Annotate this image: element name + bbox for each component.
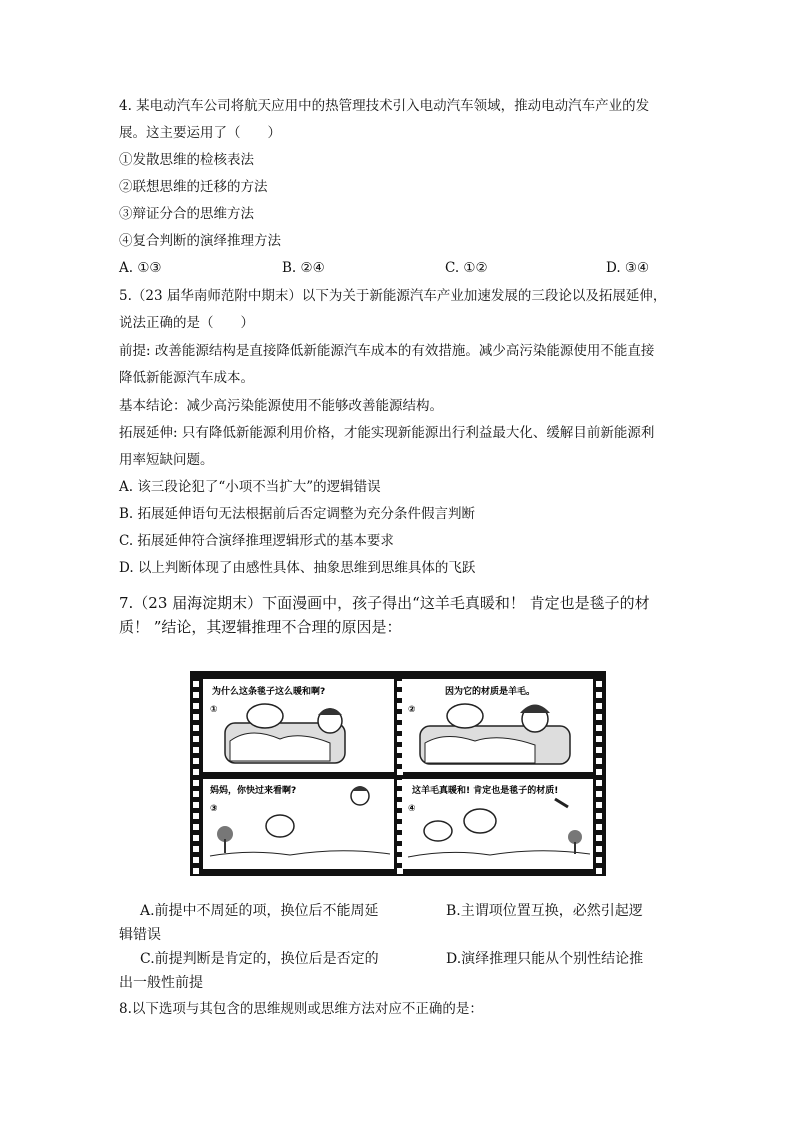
- sprocket-hole: [193, 714, 199, 720]
- sprocket-hole: [193, 681, 199, 687]
- panel-1-number: ①: [210, 705, 218, 715]
- q7-option-b-line1: B.主谓项位置互换，必然引起逻: [446, 903, 643, 919]
- q7-option-c: C.前提判断是肯定的，换位后是否定的: [140, 951, 379, 967]
- panel-4-number: ④: [408, 804, 416, 814]
- comic-film-strip: [190, 671, 606, 876]
- q7-option-d-line1: D.演绎推理只能从个别性结论推: [446, 951, 644, 967]
- sprocket-hole: [596, 736, 602, 742]
- comic-panel-1: [203, 679, 394, 772]
- sprocket-hole: [596, 802, 602, 808]
- sprocket-hole: [193, 857, 199, 863]
- q5-option-c: C. 拓展延伸符合演绎推理逻辑形式的基本要求: [119, 533, 394, 549]
- panel-4-caption: 这羊毛真暖和! 肯定也是毯子的材质!: [412, 786, 559, 796]
- q5-extension-line2: 用率短缺问题。: [119, 452, 214, 468]
- sprocket-hole: [193, 824, 199, 830]
- q5-conclusion: 基本结论：减少高污染能源使用不能够改善能源结构。: [119, 398, 443, 414]
- q4-option-b: B. ②④: [282, 260, 325, 276]
- sprocket-hole: [596, 747, 602, 753]
- q7-stem-line2: 质！ ”结论，其逻辑推理不合理的原因是：: [119, 618, 402, 636]
- sprocket-hole: [596, 824, 602, 830]
- sprocket-hole: [193, 692, 199, 698]
- q5-stem-line1: 5.（23 届华南师范附中期末）以下为关于新能源汽车产业加速发展的三段论以及拓展延伸，: [119, 288, 667, 304]
- q5-premise-line1: 前提: 改善能源结构是直接降低新能源汽车成本的有效措施。减少高污染能源使用不能直接: [119, 343, 655, 359]
- q4-item-1: ①发散思维的检核表法: [119, 152, 254, 168]
- sprocket-hole: [193, 846, 199, 852]
- q4-option-c: C. ①②: [445, 260, 488, 276]
- sprocket-hole: [596, 769, 602, 775]
- sprocket-hole: [596, 791, 602, 797]
- sprocket-hole: [193, 868, 199, 874]
- sprocket-hole: [193, 802, 199, 808]
- comic-panel-4: [402, 779, 593, 869]
- sprocket-hole: [596, 868, 602, 874]
- sprocket-hole: [596, 846, 602, 852]
- q4-option-d: D. ③④: [606, 260, 650, 276]
- q5-premise-line2: 降低新能源汽车成本。: [119, 370, 254, 386]
- sprocket-hole: [596, 780, 602, 786]
- sprocket-hole: [596, 725, 602, 731]
- sprocket-hole: [596, 681, 602, 687]
- sprocket-hole: [193, 736, 199, 742]
- q7-stem-line1: 7.（23 届海淀期末）下面漫画中，孩子得出“这羊毛真暖和！ 肯定也是毯子的材: [119, 594, 650, 612]
- q5-option-a: A. 该三段论犯了“小项不当扩大”的逻辑错误: [119, 479, 381, 495]
- q7-option-a: A.前提中不周延的项，换位后不能周延: [140, 903, 379, 919]
- q4-stem-line2: 展。这主要运用了（ ）: [119, 125, 281, 141]
- q4-item-4: ④复合判断的演绎推理方法: [119, 233, 281, 249]
- q5-extension-line1: 拓展延伸: 只有降低新能源利用价格，才能实现新能源出行利益最大化、缓解目前新能源利: [119, 425, 655, 441]
- sprocket-hole: [193, 747, 199, 753]
- sprocket-hole: [596, 758, 602, 764]
- sprocket-hole: [193, 703, 199, 709]
- comic-panel-2: [402, 679, 593, 772]
- q4-stem-line1: 4. 某电动汽车公司将航天应用中的热管理技术引入电动汽车领域，推动电动汽车产业的发: [119, 98, 650, 114]
- sprocket-hole: [193, 835, 199, 841]
- sprocket-hole: [193, 725, 199, 731]
- sprocket-hole: [596, 692, 602, 698]
- q7-option-b-line2: 辑错误: [119, 927, 161, 943]
- q5-stem-line2: 说法正确的是（ ）: [119, 315, 254, 331]
- panel-1-caption: 为什么这条毯子这么暖和啊?: [212, 687, 326, 697]
- q4-option-a: A. ①③: [119, 260, 162, 276]
- panel-3-caption: 妈妈，你快过来看啊?: [210, 786, 297, 796]
- sprocket-hole: [193, 769, 199, 775]
- sprocket-hole: [596, 857, 602, 863]
- sprocket-hole: [596, 813, 602, 819]
- q5-option-d: D. 以上判断体现了由感性具体、抽象思维到思维具体的飞跃: [119, 560, 476, 576]
- comic-panel-3: [203, 779, 394, 869]
- sprocket-hole: [193, 791, 199, 797]
- sprocket-hole: [193, 813, 199, 819]
- sprocket-hole: [596, 835, 602, 841]
- panel-2-caption: 因为它的材质是羊毛。: [445, 687, 536, 697]
- sprocket-hole: [596, 703, 602, 709]
- panel-2-number: ②: [408, 705, 416, 715]
- q4-item-2: ②联想思维的迁移的方法: [119, 179, 268, 195]
- q7-option-d-line2: 出一般性前提: [119, 975, 203, 991]
- sprocket-hole: [193, 780, 199, 786]
- q5-option-b: B. 拓展延伸语句无法根据前后否定调整为充分条件假言判断: [119, 506, 476, 522]
- q4-item-3: ③辩证分合的思维方法: [119, 206, 254, 222]
- sprocket-hole: [596, 714, 602, 720]
- sprocket-hole: [193, 758, 199, 764]
- q8-stem: 8.以下选项与其包含的思维规则或思维方法对应不正确的是：: [119, 1001, 483, 1017]
- panel-3-number: ③: [210, 804, 218, 814]
